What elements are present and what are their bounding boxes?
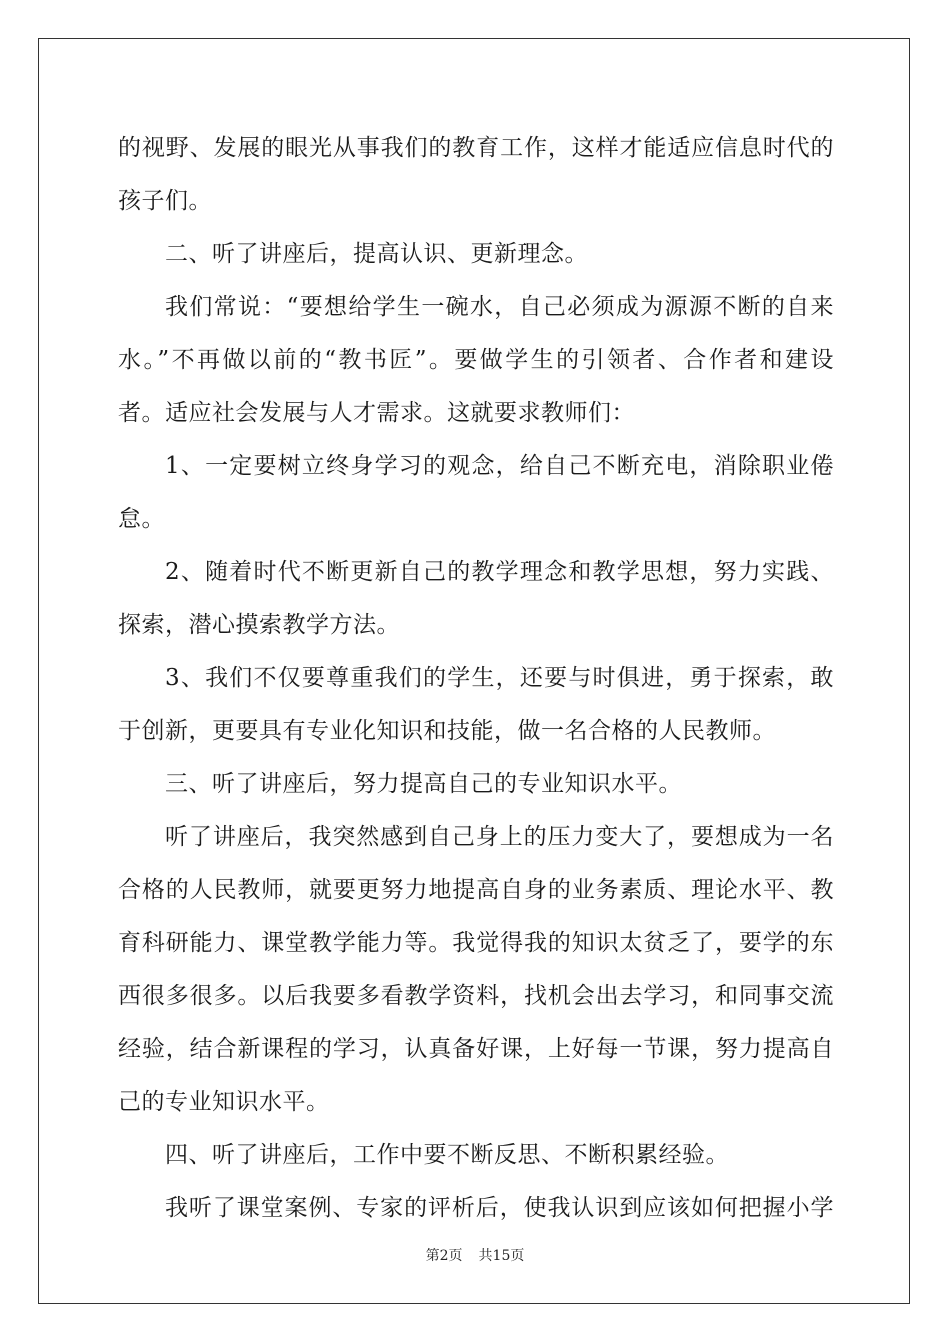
text-line: 西很多很多。以后我要多看教学资料，找机会出去学习，和同事交流 — [118, 983, 834, 1009]
text-line: 水。”不再做以前的“教书匠”。要做学生的引领者、合作者和建设 — [118, 347, 834, 373]
section-heading: 三、听了讲座后，努力提高自己的专业知识水平。 — [165, 771, 682, 797]
list-item-line: 2、随着时代不断更新自己的教学理念和教学思想，努力实践、 — [165, 559, 834, 585]
paragraph-line: 听了讲座后，我突然感到自己身上的压力变大了，要想成为一名 — [165, 824, 834, 850]
text-line: 探索，潜心摸索教学方法。 — [118, 612, 400, 638]
text-line: 怠。 — [118, 506, 165, 532]
paragraph-line: 我们常说：“要想给学生一碗水，自己必须成为源源不断的自来 — [165, 294, 834, 320]
text-line: 合格的人民教师，就要更努力地提高自身的业务素质、理论水平、教 — [118, 877, 834, 903]
section-heading: 四、听了讲座后，工作中要不断反思、不断积累经验。 — [165, 1142, 729, 1168]
text-line: 者。适应社会发展与人才需求。这就要求教师们： — [118, 400, 635, 426]
page-footer — [0, 1246, 950, 1266]
text-line: 己的专业知识水平。 — [118, 1089, 330, 1115]
text-line: 经验，结合新课程的学习，认真备好课，上好每一节课，努力提高自 — [118, 1036, 834, 1062]
document-body — [118, 122, 834, 1235]
page-number: 第2页 — [425, 1248, 463, 1264]
text-line: 孩子们。 — [118, 188, 212, 214]
paragraph-line: 我听了课堂案例、专家的评析后，使我认识到应该如何把握小学 — [165, 1195, 834, 1221]
section-heading: 二、听了讲座后，提高认识、更新理念。 — [165, 241, 588, 267]
text-line: 的视野、发展的眼光从事我们的教育工作，这样才能适应信息时代的 — [118, 135, 834, 161]
list-item-line: 3、我们不仅要尊重我们的学生，还要与时俱进，勇于探索，敢 — [165, 665, 834, 691]
page-total: 共15页 — [478, 1248, 525, 1264]
text-line: 于创新，更要具有专业化知识和技能，做一名合格的人民教师。 — [118, 718, 776, 744]
list-item-line: 1、一定要树立终身学习的观念，给自己不断充电，消除职业倦 — [165, 453, 834, 479]
text-line: 育科研能力、课堂教学能力等。我觉得我的知识太贫乏了，要学的东 — [118, 930, 834, 956]
